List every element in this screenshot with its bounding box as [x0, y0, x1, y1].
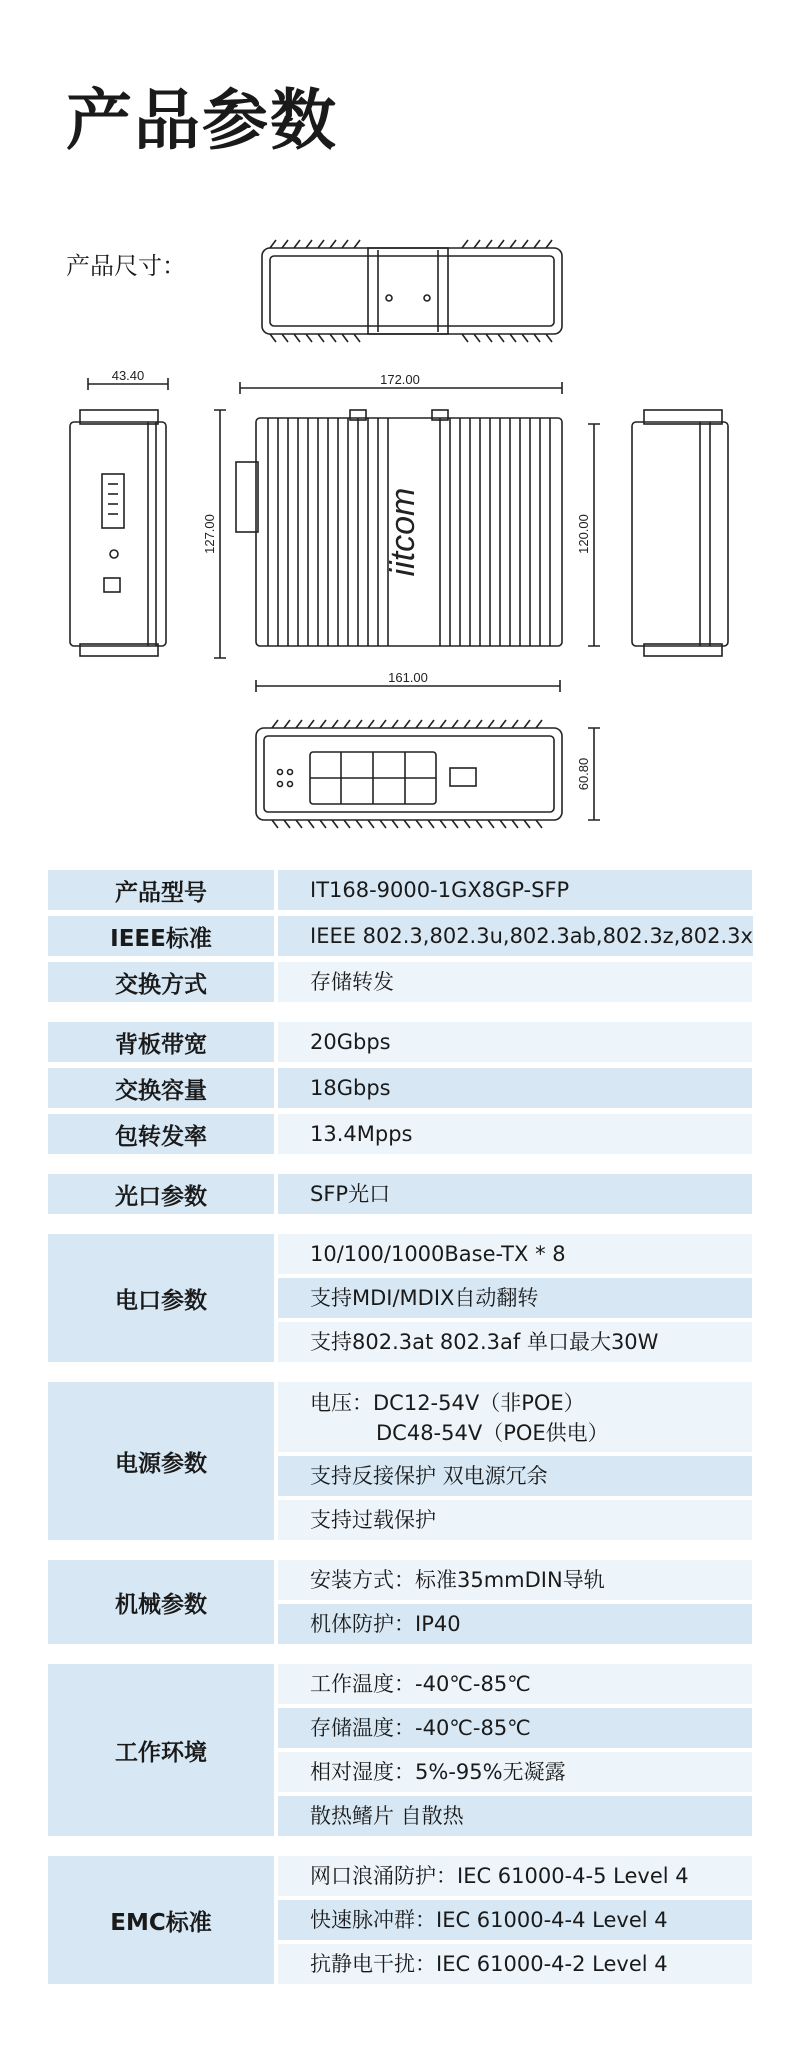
spec-value: 存储温度：-40℃-85℃: [278, 1708, 752, 1748]
spec-row-optical-port: [48, 1174, 752, 1214]
spec-label: IEEE标准: [48, 916, 274, 956]
dimension-drawing: [0, 0, 800, 860]
spec-value: 网口浪涌防护：IEC 61000-4-5 Level 4: [278, 1856, 752, 1896]
spec-label: 交换容量: [48, 1068, 274, 1108]
spec-row-backplane: [48, 1022, 752, 1062]
dim-bottom-width: 161.00: [388, 670, 428, 685]
spec-value: 支持反接保护 双电源冗余: [278, 1456, 752, 1496]
spec-row-mechanical: [48, 1560, 752, 1644]
dimension-label: 产品尺寸：: [66, 252, 186, 280]
top-view-drawing: [262, 240, 562, 342]
dim-front-height: 127.00: [202, 514, 217, 554]
right-side-view-drawing: [632, 410, 728, 656]
spec-row-model: [48, 870, 752, 910]
dim-front-width: 172.00: [380, 372, 420, 387]
spec-value: 10/100/1000Base-TX * 8: [278, 1234, 752, 1274]
spec-value: 20Gbps: [278, 1022, 752, 1062]
dim-bottom-depth: 60.80: [576, 757, 591, 791]
spec-value: 支持802.3at 802.3af 单口最大30W: [278, 1322, 752, 1362]
spec-value: 快速脉冲群：IEC 61000-4-4 Level 4: [278, 1900, 752, 1940]
spec-value: 存储转发: [278, 962, 752, 1002]
spec-label: EMC标准: [48, 1856, 274, 1984]
spec-label: 光口参数: [48, 1174, 274, 1214]
dim-side-width: 43.40: [111, 368, 145, 383]
left-side-view-drawing: [70, 378, 168, 656]
spec-row-emc: [48, 1856, 752, 1984]
bottom-view-drawing: [256, 720, 600, 828]
spec-value-voltage: [278, 1382, 752, 1452]
spec-value: IEEE 802.3,802.3u,802.3ab,802.3z,802.3x: [278, 916, 753, 956]
spec-label: 交换方式: [48, 962, 274, 1002]
spec-row-switching-mode: [48, 962, 752, 1002]
spec-row-environment: [48, 1664, 752, 1836]
spec-label: 包转发率: [48, 1114, 274, 1154]
spec-value: IT168-9000-1GX8GP-SFP: [278, 870, 752, 910]
spec-table: [48, 870, 752, 1990]
brand-logo: iitcom: [384, 487, 422, 577]
spec-value: 支持MDI/MDIX自动翻转: [278, 1278, 752, 1318]
spec-row-power: [48, 1382, 752, 1540]
dim-rear-height: 120.00: [576, 514, 591, 554]
spec-row-forwarding: [48, 1114, 752, 1154]
page-title: 产品参数: [66, 82, 338, 159]
spec-value: 抗静电干扰：IEC 61000-4-2 Level 4: [278, 1944, 752, 1984]
spec-value: 安装方式：标准35mmDIN导轨: [278, 1560, 752, 1600]
spec-label: 工作环境: [48, 1664, 274, 1836]
spec-row-electrical-port: [48, 1234, 752, 1362]
spec-label: 产品型号: [48, 870, 274, 910]
spec-value: 电压：DC12-54V（非POE）: [310, 1391, 585, 1415]
spec-value: 18Gbps: [278, 1068, 752, 1108]
spec-value: SFP光口: [278, 1174, 752, 1214]
spec-value: 散热鳍片 自散热: [278, 1796, 752, 1836]
spec-value: 工作温度：-40℃-85℃: [278, 1664, 752, 1704]
spec-value: 13.4Mpps: [278, 1114, 752, 1154]
spec-label: 机械参数: [48, 1560, 274, 1644]
spec-value: DC48-54V（POE供电）: [376, 1421, 609, 1445]
spec-row-capacity: [48, 1068, 752, 1108]
spec-label: 电源参数: [48, 1382, 274, 1540]
spec-label: 背板带宽: [48, 1022, 274, 1062]
spec-label: 电口参数: [48, 1234, 274, 1362]
spec-row-ieee: [48, 916, 752, 956]
spec-value: 机体防护：IP40: [278, 1604, 752, 1644]
spec-value: 支持过载保护: [278, 1500, 752, 1540]
spec-value: 相对湿度：5%-95%无凝露: [278, 1752, 752, 1792]
